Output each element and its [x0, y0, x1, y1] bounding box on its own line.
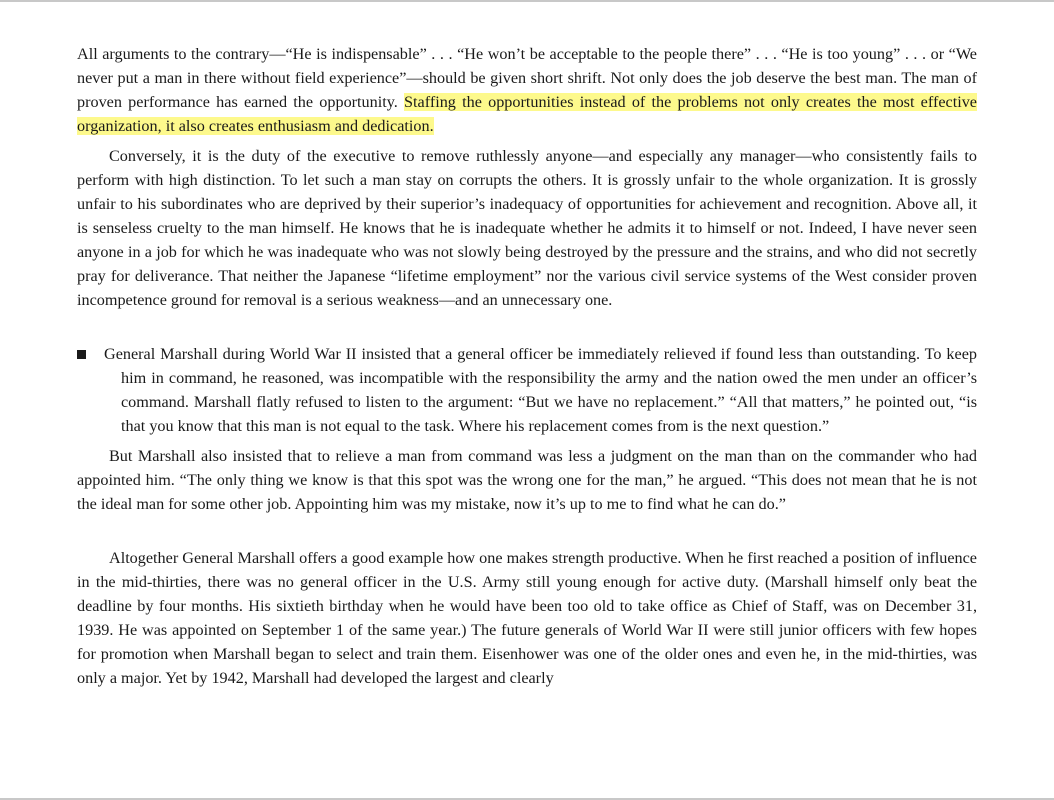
- paragraph-1-text: All arguments to the contrary—“He is indispensable” . . . “He won’t be acceptable to the people there” . . . “He is too young” . . . or “We never put a man in there without field experience”—should be given short shrift. Not only does the job deserve the best man. The man of proven performance has earned the opportunity.: [77, 45, 977, 111]
- document-page: [77, 42, 977, 690]
- bullet-paragraph: General Marshall during World War II insisted that a general officer be immediately relieved if found less than outstanding. To keep him in command, he reasoned, was incompatible with the responsibility the army and the nation owed the men under an officer’s command. Marshall flatly refused to listen to the argument: “But we have no replacement.” “All that matters,” he pointed out, “is that you know that this man is not equal to the task. Where his replacement comes from is the next question.”: [104, 345, 977, 435]
- paragraph-4: Altogether General Marshall offers a good example how one makes strength productive. When he first reached a position of influence in the mid-thirties, there was no general officer in the U.S. Army still young enough for active duty. (Marshall himself only beat the deadline by four months. His sixtieth birthday when he would have been too old to take office as Chief of Staff, was on December 31, 1939. He was appointed on September 1 of the same year.) The future generals of World War II were still junior officers with few hopes for promotion when Marshall began to select and train them. Eisenhower was one of the older ones and even he, in the mid-thirties, was only a major. Yet by 1942, Marshall had developed the largest and clearly: [77, 549, 977, 687]
- bullet-item: [77, 342, 977, 438]
- paragraph-1: [77, 42, 977, 138]
- paragraph-2: Conversely, it is the duty of the executive to remove ruthlessly anyone—and especially any manager—who consistently fails to perform with high distinction. To let such a man stay on corrupts the others. It is grossly unfair to the whole organization. It is grossly unfair to his subordinates who are deprived by their superior’s inadequacy of opportunities for achievement and recognition. Above all, it is senseless cruelty to the man himself. He knows that he is inadequate whether he admits it to himself or not. Indeed, I have never seen anyone in a job for which he was inadequate who was not slowly being destroyed by the pressure and the strains, and who did not secretly pray for deliverance. That neither the Japanese “lifetime employment” nor the various civil service systems of the West consider proven incompetence ground for removal is a serious weakness—and an unnecessary one.: [77, 147, 977, 309]
- spacer: [77, 312, 977, 342]
- page-top-border: [0, 0, 1054, 2]
- paragraph-3: But Marshall also insisted that to relieve a man from command was less a judgment on the man than on the commander who had appointed him. “The only thing we know is that this spot was the wrong one for the man,” he argued. “This does not mean that he is not the ideal man for some other job. Appointing him was my mistake, now it’s up to me to find what he can do.”: [77, 447, 977, 513]
- highlighted-text[interactable]: Staffing the opportunities instead of the problems not only creates the most effective organization, it also creates enthusiasm and dedication.: [77, 93, 977, 135]
- spacer: [77, 516, 977, 546]
